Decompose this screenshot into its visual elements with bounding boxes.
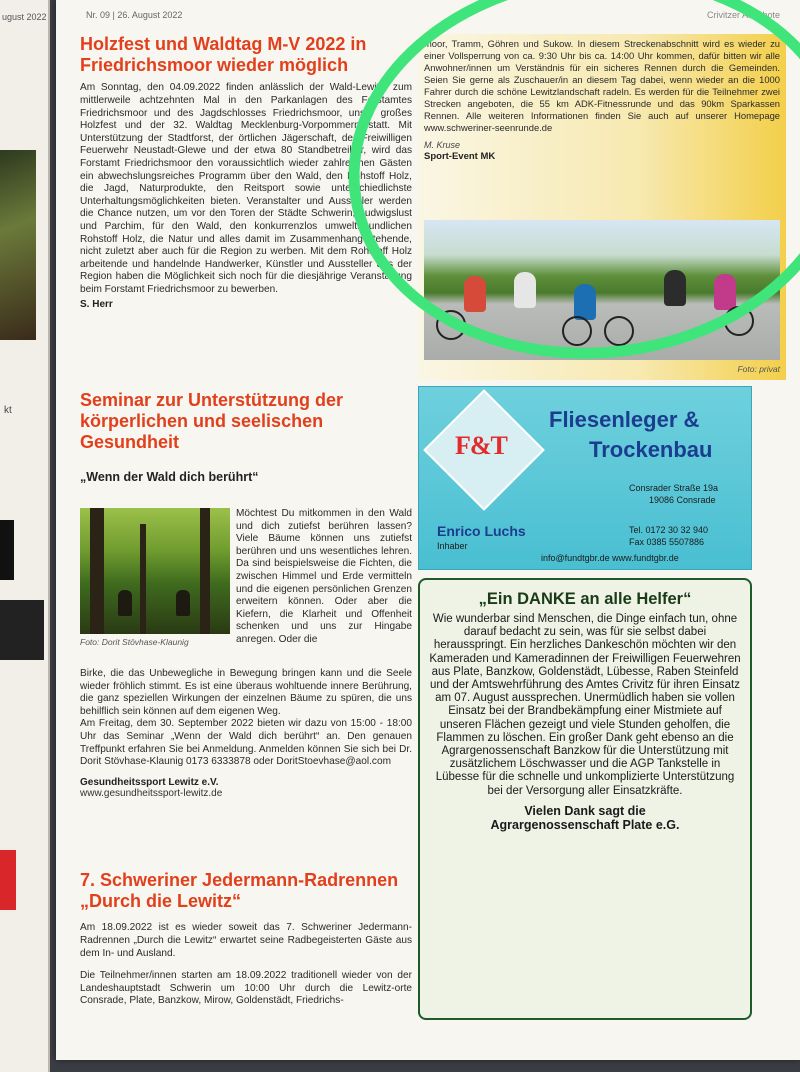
ad-owner-name: Enrico Luchs bbox=[437, 523, 526, 539]
article-seminar-full-text-block bbox=[80, 668, 412, 799]
newspaper-page bbox=[56, 0, 800, 1060]
previous-page-photo bbox=[0, 150, 36, 340]
event-author: M. Kruse bbox=[424, 140, 461, 150]
article-seminar-subtitle: „Wenn der Wald dich berührt“ bbox=[80, 469, 259, 484]
ad-owner-role: Inhaber bbox=[437, 541, 468, 551]
article-seminar bbox=[80, 390, 412, 799]
article-holzfest-body: Am Sonntag, den 04.09.2022 finden anlässlich der Wald-Lewitz, zum mittlerweile achtzehnten Mal in den Parkanlagen des Forstamtes Friedrichsmoor und des Jagdschlosses Friedrichsmoor, unser großes Holzfest und der 32. Waldtag Mecklenburg-Vorpommern statt. Mit Unterstützung der Stadtforst, der örtlichen Jägerschaft, der Freiwilligen Feuerwehr Neustadt-Glewe und der etwa 80 Standbetreiber, wird das Forstamt Friedrichsmoor den voraussichtlich wieder zahlreichen Gästen ein abwechslungsreiches Programm über den Wald, den Rohstoff Holz, die Jagd, Naturprodukte, den Reitsport sowie unterschiedlichste Unterhaltungsmöglichkeiten bieten. Veranstalter und Aussteller werden die Chance nutzen, um vor den Toren der Städte Schwerin, Ludwigslust und Parchim, für den Wald, den konkurrenzlos umweltfreundlichen Rohstoff Holz, die Natur und alles damit im Zusammenhang stehende, nicht zuletzt aber auch für die Region zu werben. Mit dem Rohstoff Holz arbeitende und handelnde Handwerker, Künstler und Aussteller aus der Region haben die Möglichkeit sich noch für die diesjährige Veranstaltung beim Forstamt Friedrichsmoor zu bewerben. bbox=[80, 82, 412, 295]
article-seminar-full-text: Birke, die das Unbewegliche in Bewegung bringen kann und die Seele wieder fröhlich stimmt. Es ist eine überaus wohltuende innere Berührung, die ganz speziellen Wirkungen der einzelnen Bäume zu spüren, die uns behilflich sein können auf dem eigenen Weg. bbox=[80, 668, 412, 717]
article-holzfest-author: S. Herr bbox=[80, 298, 113, 310]
thank-you-text: Wie wunderbar sind Menschen, die Dinge einfach tun, ohne darauf bedacht zu sein, was für sie selbst dabei herausspringt. Ein herzliches Dankeschön möchten wir den Kameraden und Kameradinnen der Freiwilligen Feuerwehren aus Plate, Banzkow, Goldenstädt, Lübesse, Raben Steinfeld und der Amtswehrführung des Amtes Crivitz für ihren Einsatz am 07. August aussprechen. Unermüdlich haben sie vollen Einsatz bei der Brandbekämpfung einer Mistmiete auf unseren Flächen gezeigt und viele Stunden geholfen, die Flammen zu löschen. Ein großer Dank geht ebenso an die Agrargenossenschaft Banzkow für die Unterstützung mit zusätzlichem Löschwasser und die AGP Tankstelle in Lübesse für die schnelle und unkomplizierte Unterstützung bei der Versorgung aller Einsatzkräfte. bbox=[429, 613, 741, 797]
article-radrennen-title: 7. Schweriner Jedermann-Radrennen „Durch die Lewitz“ bbox=[80, 870, 399, 912]
article-seminar-dates: Am Freitag, dem 30. September 2022 bieten wir dazu von 15:00 - 18:00 Uhr das Seminar „Wenn der Wald dich berührt“ an. Den genauen Treffpunkt erfahren Sie bei Anmeldung. Anmelden können Sie sich bei Dr. Dorit Stövhase-Klaunig 0173 6333878 oder DoritStoevhase@aol.com bbox=[80, 718, 412, 768]
forest-photo bbox=[80, 508, 230, 634]
thank-you-box bbox=[418, 578, 752, 1020]
ad-fax: Fax 0385 5507886 bbox=[629, 537, 705, 547]
ad-address-city: 19086 Consrade bbox=[649, 495, 716, 505]
article-holzfest bbox=[80, 34, 412, 310]
cyclists-photo bbox=[424, 220, 780, 360]
previous-page-black-block bbox=[0, 520, 14, 580]
ad-address-street: Consrader Straße 19a bbox=[629, 483, 719, 493]
article-seminar-wrap-text-block bbox=[236, 508, 412, 647]
ft-logo-text: F&T bbox=[455, 431, 507, 460]
previous-page-edge bbox=[0, 0, 50, 1072]
article-radrennen-body2: Die Teilnehmer/innen starten am 18.09.2022 traditionell wieder von der Landeshauptstadt Schwerin um 10:00 Uhr durch die Lewitz-orte Consrade, Plate, Banzkow, Mirow, Goldenstädt, Friedrichs- bbox=[80, 970, 412, 1007]
ad-title-line2: Trockenbau bbox=[589, 437, 713, 462]
event-continuation-box bbox=[418, 34, 786, 380]
ad-web[interactable]: info@fundtgbr.de www.fundtgbr.de bbox=[541, 553, 679, 563]
article-seminar-url[interactable]: www.gesundheitssport-lewitz.de bbox=[80, 787, 223, 799]
article-seminar-title: Seminar zur Unterstützung der körperlichen und seelischen Gesundheit bbox=[80, 390, 344, 453]
event-body: moor, Tramm, Göhren und Sukow. In diesem Streckenabschnitt wird es wieder zu einer Vollsperrung von ca. 9:30 Uhr bis ca. 14:00 Uhr kommen, dafür bitten wir alle Anwohner/innen um Verständnis für ein sicheres Rennen durch die Gemeinden. Seien Sie gerne als Zuschauer/in an diesem Tag dabei, wenn wieder an die 1000 Fahrer durch die schöne Lewitzlandschaft radeln. Es werden für die Teilnehmer zwei Strecken angeboten, die 55 km ADK-Fitnessrunde und das 90km Sparkassen Rennen. Alle weiteren Informationen finden Sie auch auf unserer Homepage www.schweriner-seenrunde.de bbox=[424, 38, 780, 133]
thank-you-sign-line2: Agrargenossenschaft Plate e.G. bbox=[490, 817, 680, 832]
article-holzfest-title: Holzfest und Waldtag M-V 2022 in Friedrichsmoor wieder möglich bbox=[80, 34, 367, 76]
article-radrennen bbox=[80, 870, 412, 1008]
previous-page-dark-block bbox=[0, 600, 44, 660]
cyclists-photo-credit: Foto: privat bbox=[737, 364, 780, 374]
article-radrennen-body1: Am 18.09.2022 ist es wieder soweit das 7. Schweriner Jedermann-Radrennen „Durch die Lewitz“ erwartet seine Radbegeisterten Gäste aus dem In- und Ausland. bbox=[80, 922, 412, 959]
page-header bbox=[86, 10, 786, 24]
ad-title-line1: Fliesenleger & bbox=[549, 407, 700, 432]
event-org: Sport-Event MK bbox=[424, 151, 496, 162]
article-seminar-org: Gesundheitssport Lewitz e.V. bbox=[80, 776, 219, 788]
previous-page-header: ugust 2022 bbox=[2, 12, 47, 22]
previous-page-text: kt bbox=[4, 405, 12, 416]
issue-date: Nr. 09 | 26. August 2022 bbox=[86, 10, 183, 20]
thank-you-sign-line1: Vielen Dank sagt die bbox=[524, 803, 646, 818]
previous-page-red-block bbox=[0, 850, 16, 910]
advertisement-fliesenleger bbox=[418, 386, 752, 570]
forest-photo-block bbox=[80, 508, 230, 647]
thank-you-title: „Ein DANKE an alle Helfer“ bbox=[478, 590, 692, 608]
ad-phone: Tel. 0172 30 32 940 bbox=[629, 525, 709, 535]
forest-photo-caption: Foto: Dorit Stövhase-Klaunig bbox=[80, 637, 189, 647]
newspaper-name: Crivitzer Amtsbote bbox=[706, 10, 780, 20]
article-seminar-wrap-text: Möchtest Du mitkommen in den Wald und dich zutiefst berühren lassen? Viele Bäume können uns zutiefst berühren und uns wesentliches lehren. Da sind beispielsweise die Fichten, die zwischen Himmel und Erde vermitteln und die eigenen persönlichen Grenzen erweitern können. Oder aber die Kiefern, die Klarheit und Offenheit schenken und uns zur Hingabe anregen. Oder die bbox=[236, 508, 412, 645]
